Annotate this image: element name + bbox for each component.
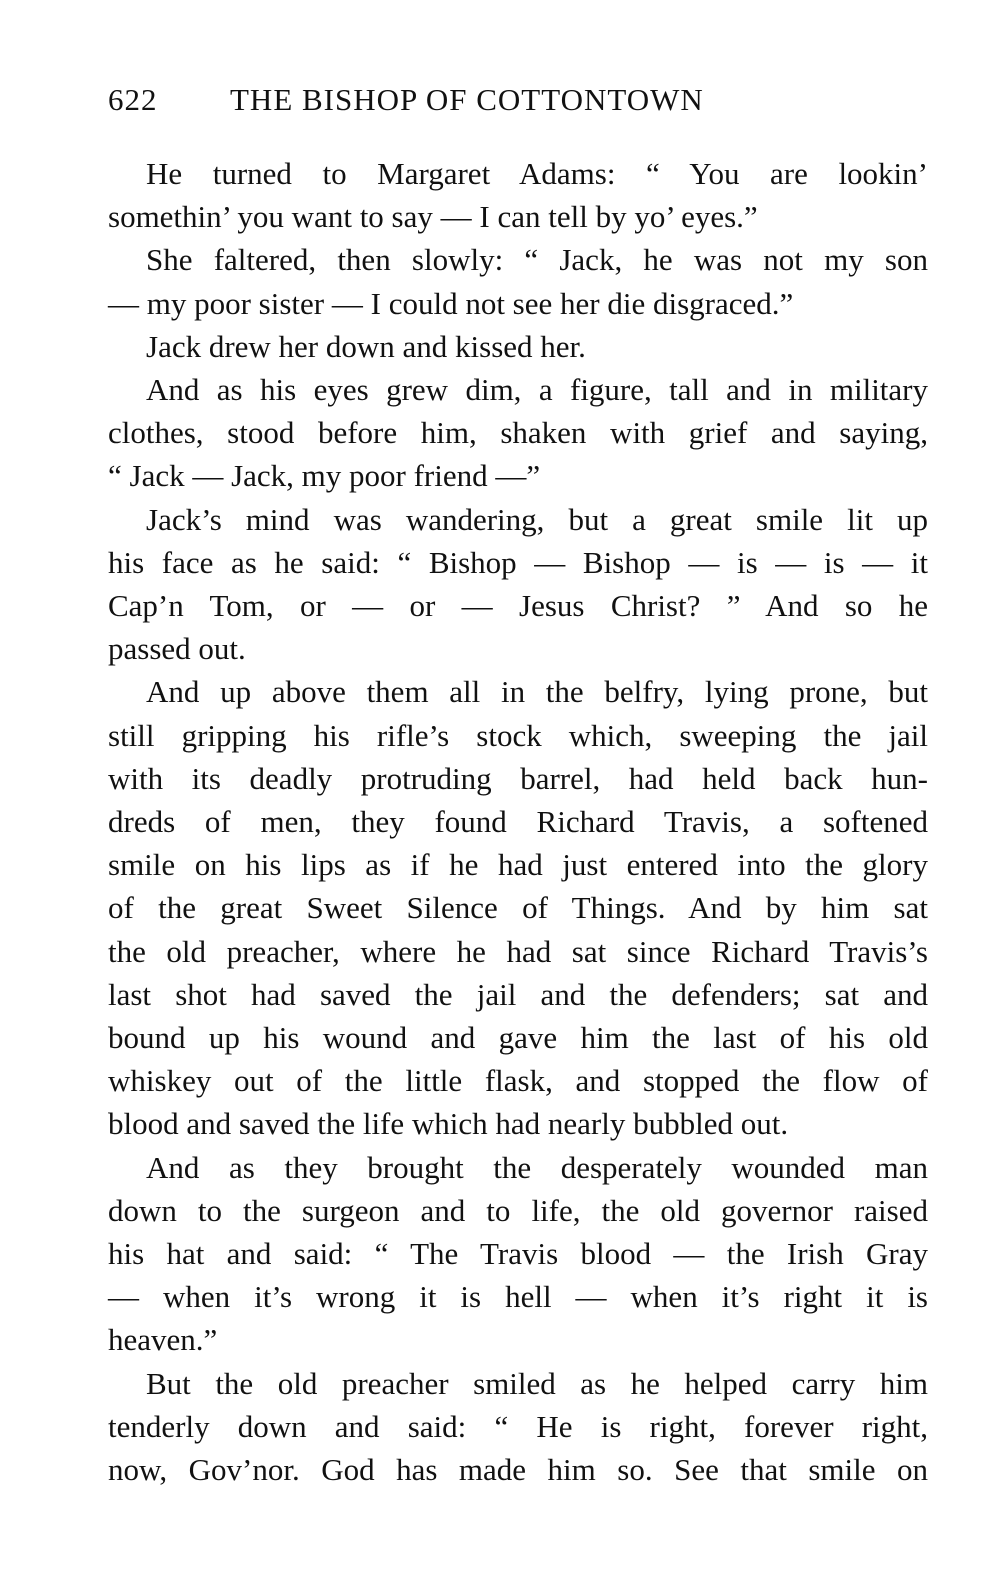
- text-line: blood and saved the life which had nearly bubbled out.: [108, 1106, 789, 1142]
- text-line: bound up his wound and gave him the last of his old: [108, 1020, 928, 1056]
- text-line: And up above them all in the belfry, lying prone, but: [146, 674, 928, 710]
- text-line: “ Jack — Jack, my poor friend —”: [108, 458, 541, 494]
- text-line: tenderly down and said: “ He is right, forever right,: [108, 1408, 928, 1444]
- text-line: He turned to Margaret Adams: “ You are lookin’: [146, 156, 928, 191]
- text-line: dreds of men, they found Richard Travis, a softened: [108, 804, 928, 840]
- text-line: the old preacher, where he had sat since Richard Travis’s: [108, 933, 928, 969]
- text-line: Jack’s mind was wandering, but a great smile lit up: [146, 501, 928, 537]
- text-line: his hat and said: “ The Travis blood — the Irish Gray: [108, 1236, 928, 1272]
- text-line: Jack drew her down and kissed her.: [146, 328, 586, 364]
- text-line: his face as he said: “ Bishop — Bishop — is — is — it: [108, 544, 928, 580]
- text-line: And as they brought the desperately wounded man: [146, 1149, 928, 1185]
- paragraph: [108, 238, 928, 324]
- text-line: — when it’s wrong it is hell — when it’s right it is: [108, 1279, 928, 1315]
- text-line: smile on his lips as if he had just entered into the glory: [108, 847, 928, 883]
- text-line: with its deadly protruding barrel, had held back hun-: [108, 760, 928, 796]
- paragraph: [108, 368, 928, 498]
- paragraph: [108, 152, 928, 238]
- paragraph: [108, 1362, 928, 1492]
- running-title: THE BISHOP OF COTTONTOWN: [230, 82, 704, 117]
- paragraph: [108, 1146, 928, 1362]
- text-line: down to the surgeon and to life, the old governor raised: [108, 1192, 928, 1228]
- paragraph: [108, 325, 928, 368]
- body-text: [108, 152, 928, 1491]
- text-line: — my poor sister — I could not see her die disgraced.”: [108, 285, 794, 321]
- text-line: Cap’n Tom, or — or — Jesus Christ? ” And so he: [108, 588, 928, 624]
- text-line: now, Gov’nor. God has made him so. See that smile on: [108, 1452, 928, 1488]
- text-line: heaven.”: [108, 1322, 218, 1358]
- paragraph: [108, 670, 928, 1145]
- text-line: But the old preacher smiled as he helped carry him: [146, 1365, 928, 1401]
- text-line: last shot had saved the jail and the defenders; sat and: [108, 976, 928, 1012]
- paragraph: [108, 498, 928, 671]
- text-line: clothes, stood before him, shaken with grief and saying,: [108, 415, 928, 451]
- text-line: whiskey out of the little flask, and stopped the flow of: [108, 1063, 928, 1099]
- text-line: She faltered, then slowly: “ Jack, he was not my son: [146, 242, 928, 278]
- page-number: 622: [108, 82, 158, 117]
- text-line: of the great Sweet Silence of Things. And by him sat: [108, 890, 928, 926]
- text-line: And as his eyes grew dim, a figure, tall and in military: [146, 372, 928, 408]
- text-line: passed out.: [108, 631, 246, 667]
- text-line: somethin’ you want to say — I can tell by yo’ eyes.”: [108, 199, 758, 235]
- text-line: still gripping his rifle’s stock which, sweeping the jail: [108, 717, 928, 753]
- page-header: [108, 82, 928, 132]
